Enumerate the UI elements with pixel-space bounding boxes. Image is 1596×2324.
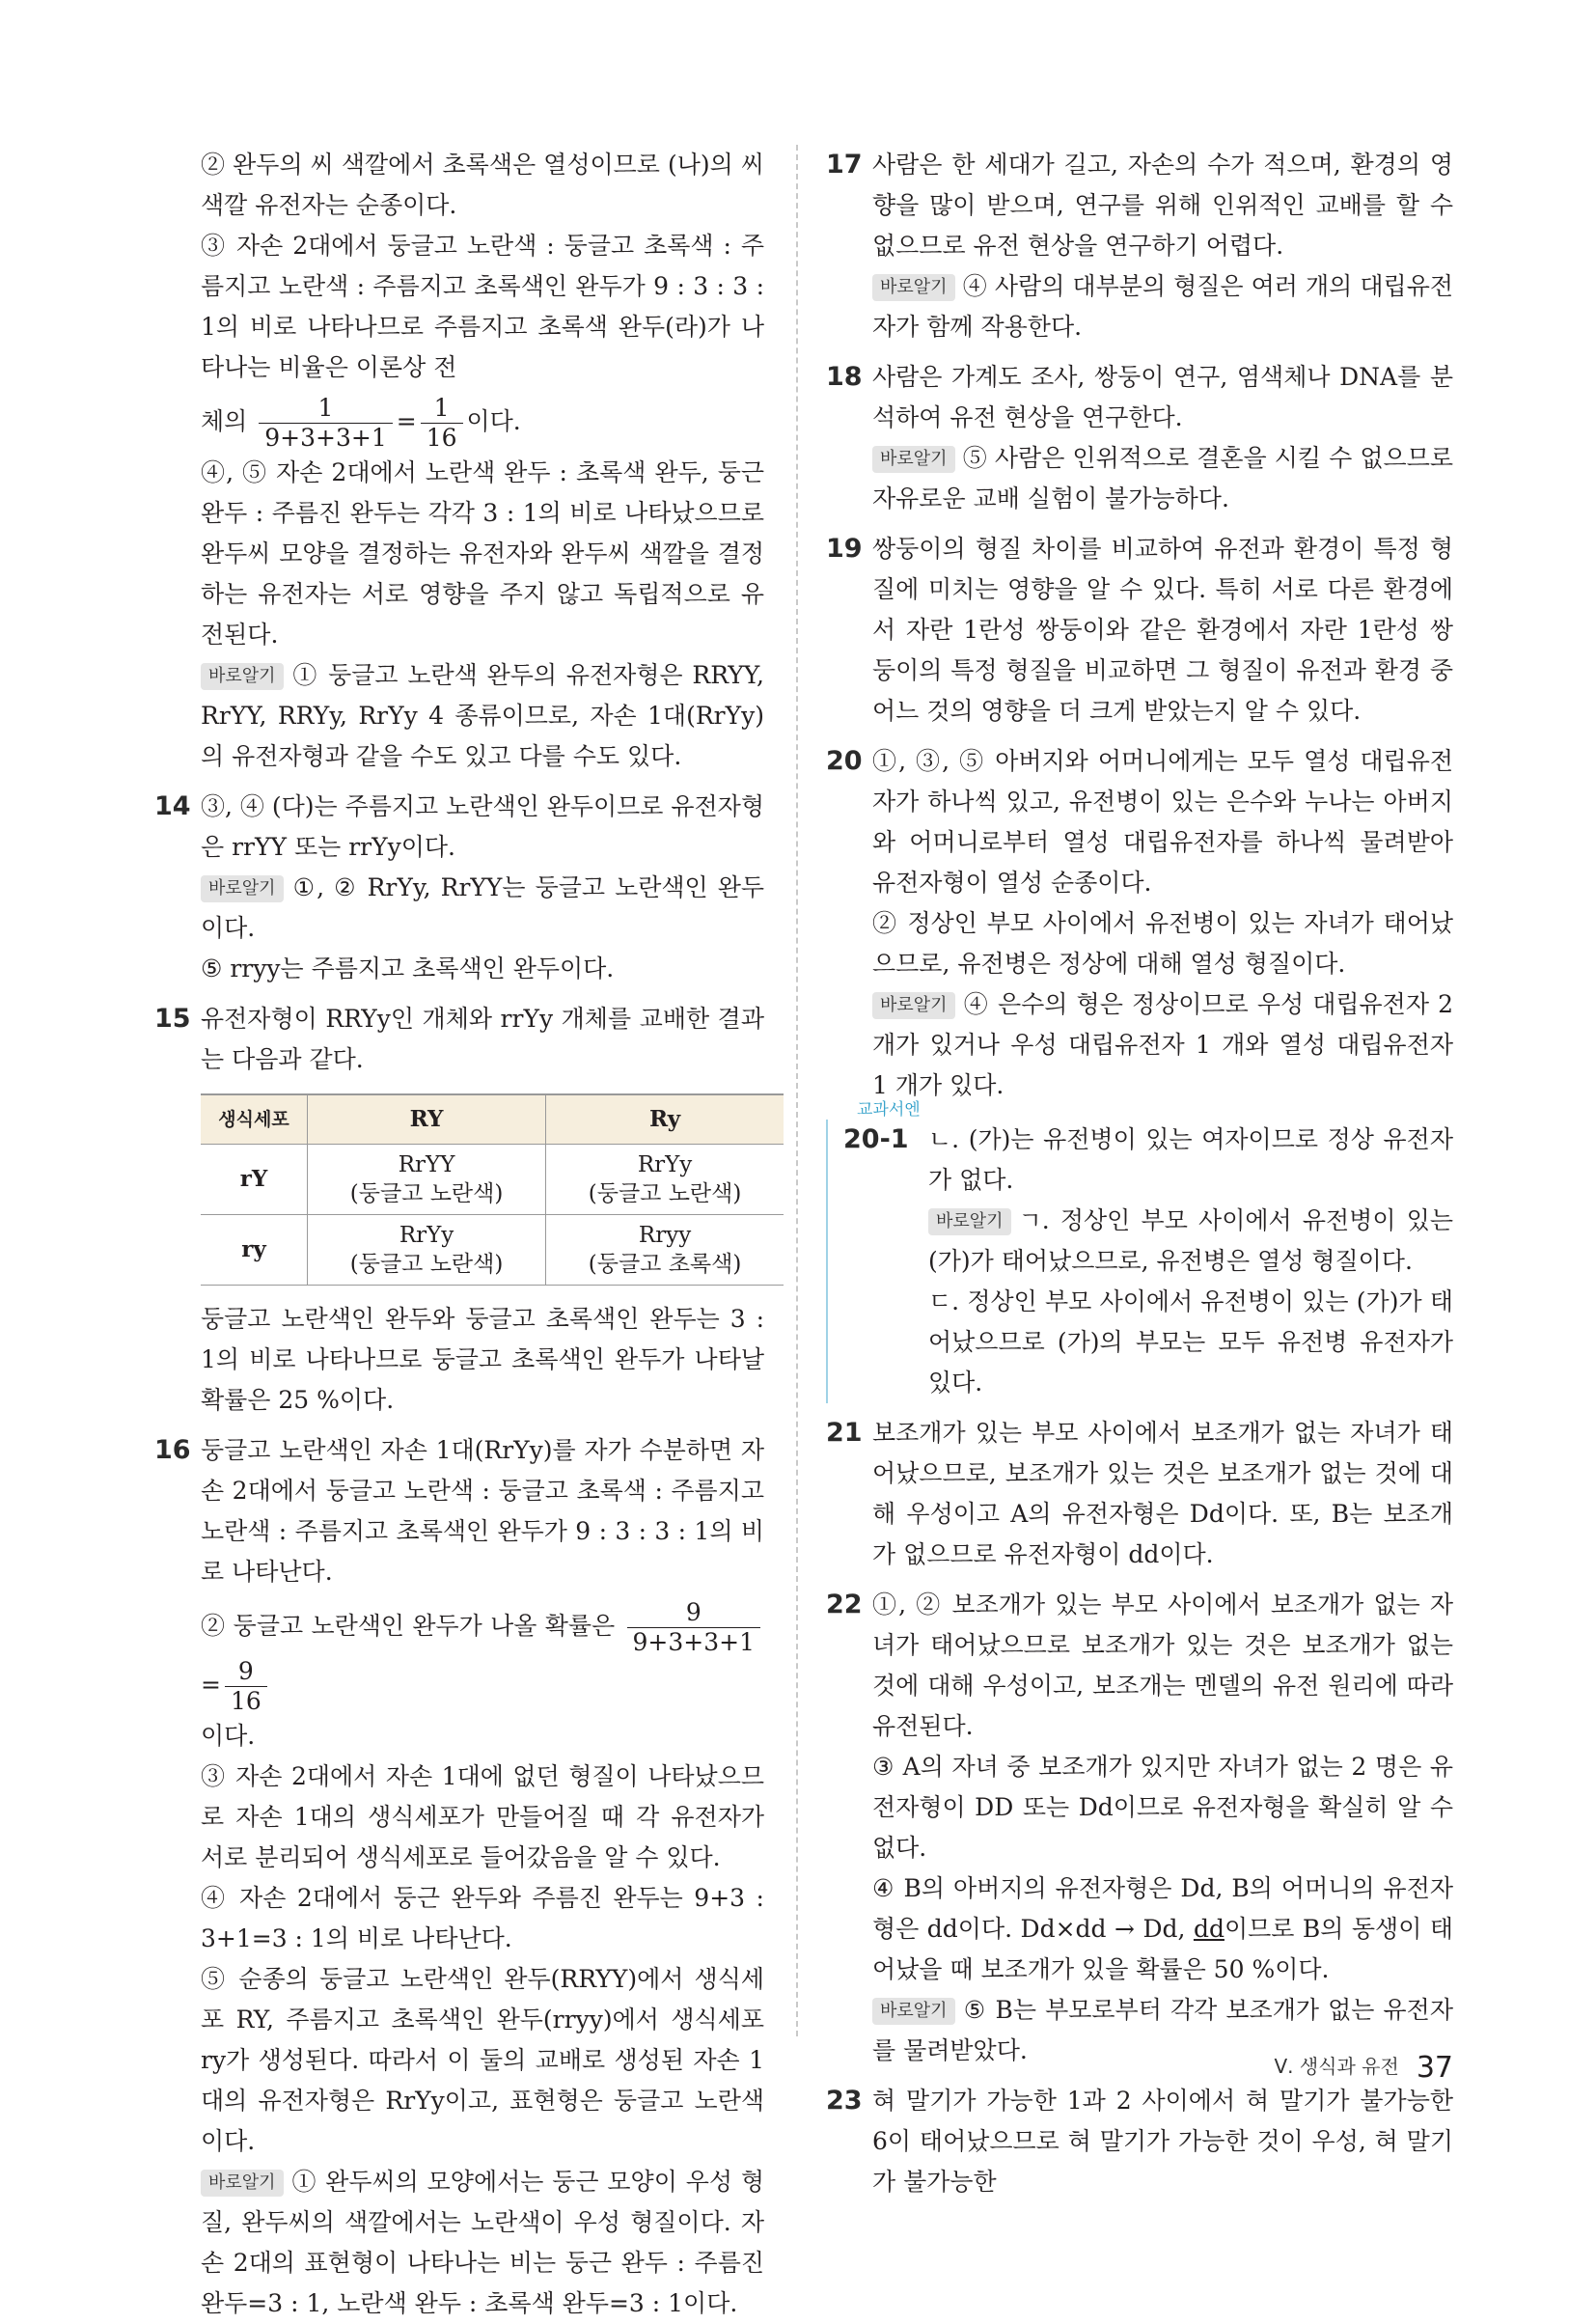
paragraph (872, 438, 1453, 519)
paragraph: ①, ② 보조개가 있는 부모 사이에서 보조개가 없는 자녀가 태어났으므로 보조개가 있는 것은 보조개가 없는 것에 대해 우성이고, 보조개는 멘델의 유전 원리에 따라 유전된다. (872, 1591, 1453, 1740)
numerator: 1 (421, 394, 463, 424)
paragraph: ② 완두의 씨 색깔에서 초록색은 열성이므로 (나)의 씨 색깔 유전자는 순종이다. (201, 151, 764, 219)
paragraph (872, 984, 1453, 1106)
page-number: 37 (1416, 2051, 1453, 2085)
text: ④ 사람의 대부분의 형질은 여러 개의 대립유전자가 함께 작용한다. (872, 272, 1453, 341)
question-23 (826, 2081, 1453, 2202)
text: ① 완두씨의 모양에서는 둥근 모양이 우성 형질, 완두씨의 색깔에서는 노란색이 우성 형질이다. 자손 2대의 표현형이 나타나는 비는 둥근 완두 : 주름진 완두=3 : 1, 노란색 완두 : 초록색 완두=3 : 1이다. (201, 2168, 764, 2317)
correction-badge: 바로알기 (201, 663, 284, 690)
question-number: 19 (826, 534, 863, 564)
left-column (154, 145, 764, 2324)
paragraph: ⑤ rryy는 주름지고 초록색인 완두이다. (201, 954, 615, 982)
row-header: ry (201, 1215, 308, 1286)
question-number: 20-1 (843, 1124, 909, 1154)
phenotype: (둥글고 초록색) (588, 1252, 742, 1277)
text: ①, ② RrYy, RrYY는 둥글고 노란색인 완두이다. (201, 873, 764, 942)
text: ② 둥글고 노란색인 완두가 나올 확률은 (201, 1612, 616, 1640)
paragraph: ③ 자손 2대에서 자손 1대에 없던 형질이 나타났으므로 자손 1대의 생식세포가 만들어질 때 각 유전자가 서로 분리되어 생식세포로 들어갔음을 알 수 있다. (201, 1762, 764, 1871)
question-number: 21 (826, 1418, 863, 1448)
table-cell (546, 1145, 784, 1215)
paragraph: ③ A의 자녀 중 보조개가 있지만 자녀가 없는 2 명은 유전자형이 DD 또는 Dd이므로 유전자형을 확실히 알 수 없다. (872, 1753, 1453, 1862)
row-header: rY (201, 1145, 308, 1215)
genotype: Rryy (638, 1223, 692, 1248)
question-number: 17 (826, 150, 863, 180)
paragraph: 보조개가 있는 부모 사이에서 보조개가 없는 자녀가 태어났으므로, 보조개가 있는 것은 보조개가 없는 것에 대해 우성이고 A의 유전자형은 Dd이다. 또, B는 보조개가 없으므로 유전자형이 dd이다. (872, 1419, 1453, 1568)
fraction (627, 1598, 760, 1657)
genotype: RrYy (399, 1223, 454, 1248)
table-header-row (201, 1094, 784, 1145)
phenotype: (둥글고 노란색) (349, 1252, 504, 1277)
text: ⑤ B는 부모로부터 각각 보조개가 없는 유전자를 물려받았다. (872, 1996, 1453, 2064)
numerator: 9 (627, 1598, 760, 1628)
table-cell (308, 1215, 546, 1286)
paragraph: 사람은 한 세대가 길고, 자손의 수가 적으며, 환경의 영향을 많이 받으며, 연구를 위해 인위적인 교배를 할 수 없으므로 유전 현상을 연구하기 어렵다. (872, 151, 1453, 260)
denominator: 9+3+3+1 (264, 424, 387, 452)
correction-badge: 바로알기 (872, 274, 955, 301)
question-22 (826, 1585, 1453, 2071)
paragraph: ①, ③, ⑤ 아버지와 어머니에게는 모두 열성 대립유전자가 하나씩 있고, 유전병이 있는 은수와 누나는 아버지와 어머니로부터 열성 대립유전자를 하나씩 물려받아 유전자형이 열성 순종이다. (872, 747, 1453, 897)
paragraph: 혀 말기가 가능한 1과 2 사이에서 혀 말기가 불가능한 6이 태어났으므로 혀 말기가 가능한 것이 우성, 혀 말기가 불가능한 (872, 2087, 1453, 2196)
phenotype: (둥글고 노란색) (349, 1181, 504, 1206)
question-number: 16 (154, 1435, 191, 1465)
question-20 (826, 741, 1453, 1106)
question-number: 18 (826, 362, 863, 392)
question-19 (826, 529, 1453, 732)
text: 이다. (466, 407, 521, 435)
question-number: 22 (826, 1590, 863, 1619)
table-header: RY (308, 1094, 546, 1145)
correction-badge: 바로알기 (928, 1208, 1011, 1235)
fraction-line (154, 394, 764, 453)
section-title: Ⅴ. 생식과 유전 (1274, 2055, 1399, 2078)
question-number: 23 (826, 2086, 863, 2116)
fraction (259, 394, 392, 453)
table-cell (546, 1215, 784, 1286)
text: 이므로 B의 동생이 태어났을 때 보조개가 있을 확률은 50 %이다. (872, 1915, 1453, 1983)
paragraph: ③, ④ (다)는 주름지고 노란색인 완두이므로 유전자형은 rrYY 또는 rrYy이다. (201, 792, 764, 861)
page-footer (1274, 2051, 1453, 2085)
fraction (421, 394, 463, 453)
table-row (201, 1215, 784, 1286)
correction-badge: 바로알기 (872, 1998, 955, 2025)
paragraph (928, 1201, 1453, 1282)
text: ④ B의 아버지의 유전자형은 Dd, B의 어머니의 유전자형은 dd이다. Dd×dd → Dd, (872, 1874, 1453, 1943)
numerator: 1 (259, 394, 392, 424)
question-16 (154, 1430, 764, 2324)
underlined-genotype: dd (1193, 1915, 1225, 1943)
question-number: 14 (154, 791, 191, 821)
paragraph: 이다. (201, 1722, 256, 1750)
box-body (882, 1120, 1453, 1403)
correction-badge: 바로알기 (201, 875, 284, 902)
paragraph: ④, ⑤ 자손 2대에서 노란색 완두 : 초록색 완두, 둥근 완두 : 주름진 완두는 각각 3 : 1의 비로 나타났으므로 완두씨 모양을 결정하는 유전자와 완두씨 색깔을 결정하는 유전자는 서로 영향을 주지 않고 독립적으로 유전된다. (201, 458, 764, 649)
gamete-table (201, 1093, 784, 1286)
table-cell (308, 1145, 546, 1215)
paragraph (154, 655, 764, 777)
correction-badge: 바로알기 (872, 446, 955, 473)
question-21 (826, 1413, 1453, 1575)
phenotype: (둥글고 노란색) (588, 1181, 742, 1206)
denominator: 16 (426, 424, 457, 452)
question-18 (826, 357, 1453, 519)
paragraph: 둥글고 노란색인 자손 1대(RrYy)를 자가 수분하면 자손 2대에서 둥글고 노란색 : 둥글고 초록색 : 주름지고 노란색 : 주름지고 초록색인 완두가 9 : 3 : 3 : 1의 비로 나타난다. (201, 1436, 764, 1586)
genotype: RrYY (398, 1152, 455, 1177)
paragraph: ㄷ. 정상인 부모 사이에서 유전병이 있는 (가)가 태어났으므로 (가)의 부모는 모두 유전병 유전자가 있다. (928, 1287, 1453, 1397)
denominator: 9+3+3+1 (632, 1628, 755, 1656)
paragraph: 쌍둥이의 형질 차이를 비교하여 유전과 환경이 특정 형질에 미치는 영향을 알 수 있다. 특히 서로 다른 환경에서 자란 1란성 쌍둥이와 같은 환경에서 자란 1란성 쌍둥이의 특정 형질을 비교하면 그 형질이 유전과 환경 중 어느 것의 영향을 더 크게 받았는지 알 수 있다. (872, 535, 1453, 725)
correction-badge: 바로알기 (201, 2170, 284, 2197)
paragraph: 둥글고 노란색인 완두와 둥글고 초록색인 완두는 3 : 1의 비로 나타나므로 둥글고 초록색인 완두가 나타날 확률은 25 %이다. (201, 1305, 764, 1414)
paragraph: ㄴ. (가)는 유전병이 있는 여자이므로 정상 유전자가 없다. (928, 1125, 1453, 1194)
table-header: 생식세포 (201, 1094, 308, 1145)
denominator: 16 (230, 1687, 261, 1715)
question-15 (154, 999, 764, 1080)
fraction (225, 1657, 267, 1716)
fraction-line (201, 1598, 764, 1716)
question-17 (826, 145, 1453, 347)
paragraph: ③ 자손 2대에서 둥글고 노란색 : 둥글고 초록색 : 주름지고 노란색 : 주름지고 초록색인 완두가 9 : 3 : 3 : 1의 비로 나타나므로 주름지고 초록색 완두(라)가 나타나는 비율은 이론상 전 (201, 232, 764, 381)
paragraph (872, 1868, 1453, 1990)
paragraph: ② 정상인 부모 사이에서 유전병이 있는 자녀가 태어났으므로, 유전병은 정상에 대해 열성 형질이다. (872, 909, 1453, 978)
question-14 (154, 787, 764, 989)
paragraph: ④ 자손 2대에서 둥근 완두와 주름진 완두는 9+3 : 3+1=3 : 1의 비로 나타난다. (201, 1884, 764, 1952)
table-row (201, 1145, 784, 1215)
numerator: 9 (225, 1657, 267, 1687)
paragraph: 유전자형이 RRYy인 개체와 rrYy 개체를 교배한 결과는 다음과 같다. (201, 1005, 764, 1073)
genotype: RrYy (637, 1152, 693, 1177)
text: ④ 은수의 형은 정상이므로 우성 대립유전자 2 개가 있거나 우성 대립유전자 1 개와 열성 대립유전자 1 개가 있다. (872, 990, 1453, 1099)
question-number: 15 (154, 1004, 191, 1034)
text: 체의 (201, 407, 248, 435)
text: ① 둥글고 노란색 완두의 유전자형은 RRYY, RrYY, RRYy, RrYy 4 종류이므로, 자손 1대(RrYy)의 유전자형과 같을 수도 있고 다를 수도 있다. (201, 661, 764, 770)
textbook-tag: 교과서엔 (857, 1100, 921, 1120)
text: ㄱ. 정상인 부모 사이에서 유전병이 있는 (가)가 태어났으므로, 유전병은 열성 형질이다. (928, 1206, 1453, 1275)
equals: = (396, 407, 417, 435)
right-column (826, 145, 1453, 2202)
text: ⑤ 사람은 인위적으로 결혼을 시킬 수 없으므로 자유로운 교배 실험이 불가능하다. (872, 444, 1453, 512)
paragraph (872, 266, 1453, 347)
column-divider (796, 145, 798, 2036)
paragraph (201, 2162, 764, 2324)
paragraph: ⑤ 순종의 둥글고 노란색인 완두(RRYY)에서 생식세포 RY, 주름지고 초록색인 완두(rryy)에서 생식세포 ry가 생성된다. 따라서 이 둘의 교배로 생성된 자손 1대의 유전자형은 RrYy이고, 표현형은 둥글고 노란색이다. (201, 1965, 764, 2155)
question-number: 20 (826, 746, 863, 776)
textbook-box-20-1 (826, 1100, 1453, 1403)
correction-badge: 바로알기 (872, 992, 955, 1019)
table-header: Ry (546, 1094, 784, 1145)
paragraph (201, 868, 764, 949)
paragraph: 사람은 가계도 조사, 쌍둥이 연구, 염색체나 DNA를 분석하여 유전 현상을 연구한다. (872, 363, 1453, 431)
equals: = (201, 1671, 221, 1699)
